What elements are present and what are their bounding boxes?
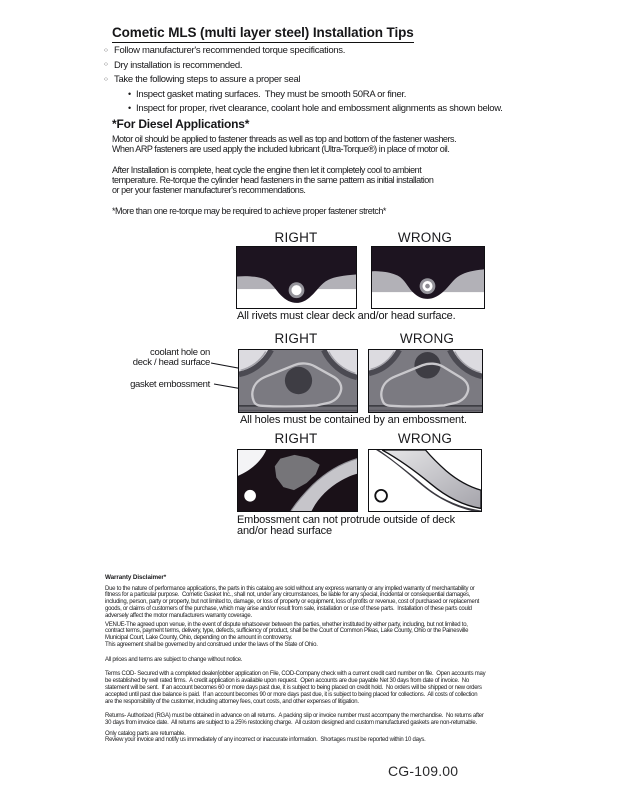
- rivet-wrong-drawing: [372, 247, 484, 308]
- legal-line: are the responsibility of the customer, including attorney fees, court costs, and other expenses of litigation.: [105, 698, 359, 705]
- legal-paragraph-terms: [105, 671, 485, 706]
- page-code: CG-109.00: [388, 763, 459, 779]
- bolt-hole: [244, 490, 256, 502]
- bullet-alignments: • Inspect for proper, rivet clearance, coolant hole and embossment alignments as shown below.: [136, 103, 503, 114]
- right-label-row2: RIGHT: [274, 330, 318, 346]
- wrong-label-row2: WRONG: [399, 330, 455, 346]
- legal-line: All prices and terms are subject to change without notice.: [105, 656, 243, 663]
- diagram-hole-wrong: [368, 349, 483, 413]
- diagram-rivet-wrong: [371, 246, 485, 309]
- legal-line: goods, or claims of customers of the purchase, which may arise and/or result from sale, installation or use of these parts. Installation of these parts could: [105, 606, 472, 613]
- legal-paragraph-warranty: [105, 586, 479, 621]
- text-line: After Installation is complete, heat cycle the engine then let it completely cool to ambient: [112, 164, 422, 175]
- legal-line: fitness for a particular purpose. Cometic Gasket Inc., shall not, under any circumstances, be liable for any special, incidental or consequential damages,: [105, 592, 471, 599]
- legal-paragraph-prices: [105, 657, 242, 664]
- coolant-hole: [285, 367, 312, 394]
- text-line: temperature. Re-torque the cylinder head fasteners in the same pattern as initial installation: [112, 174, 434, 185]
- rivet-center: [425, 284, 430, 289]
- embossment-wrong-drawing: [369, 450, 481, 511]
- wrong-label-row1: WRONG: [397, 230, 453, 245]
- rivet: [290, 284, 303, 297]
- diagram-hole-right: [238, 349, 358, 413]
- bullet-steps: ○ Take the following steps to assure a proper seal: [114, 74, 300, 85]
- caption-line: and/or head surface: [237, 524, 332, 537]
- page-title: Cometic MLS (multi layer steel) Installation Tips: [112, 25, 414, 43]
- annotation-embossment: gasket embossment: [130, 378, 210, 390]
- diesel-heading: *For Diesel Applications*: [112, 117, 250, 131]
- title-wrap: [112, 24, 414, 43]
- right-label-row3: RIGHT: [274, 431, 318, 446]
- annotation-coolant-line1: coolant hole on: [150, 346, 210, 358]
- legal-line: Returns- Authorized (RGA) must be obtained in advance on all returns. A packing slip or invoice number must accompany the merchandise. No returns after: [105, 713, 484, 719]
- bolt-hole: [375, 490, 387, 502]
- diesel-paragraph-2: [112, 165, 433, 196]
- hole-wrong-drawing: [369, 350, 482, 412]
- legal-line: contract terms, payment terms, delivery, type, defects, sufficiency of product, shall be the Court of Common Pleas, Lake County, Ohio or the Painesville: [105, 628, 469, 635]
- legal-paragraph-venue: [105, 622, 468, 650]
- text-line: Motor oil should be applied to fastener threads as well as top and bottom of the fastener washers.: [112, 134, 457, 144]
- retorque-note: *More than one re-torque may be required to achieve proper fastener stretch*: [112, 206, 386, 216]
- legal-line: 30 days from invoice date. All returns are subject to a 25% restocking charge. All custom designed and custom manufactured gaskets are non-returnable.: [105, 719, 477, 726]
- bullet-torque: ○ Follow manufacturer's recommended torque specifications.: [114, 45, 345, 56]
- right-label-row1: RIGHT: [274, 230, 318, 245]
- bullet-dry: ○ Dry installation is recommended.: [114, 60, 242, 71]
- bullet-surfaces: • Inspect gasket mating surfaces. They must be smooth 50RA or finer.: [136, 89, 406, 100]
- text-line: When ARP fasteners are used apply the included lubricant (Ultra-Torque®) in place of motor oil.: [112, 144, 450, 155]
- annotation-coolant-line2: deck / head surface: [132, 356, 210, 368]
- legal-line: statement will be sent. If an account becomes 60 or more days past due, it is subject to being placed on credit hold. No orders will be shipped or new orders: [105, 684, 482, 691]
- legal-line: accepted until past due balance is paid. If an account becomes 90 or more days past due, it is subject to being placed for collections. All costs of collection: [105, 691, 478, 698]
- legal-line: Municipal Court, Lake County, Ohio, depending on the amount in controversy.: [105, 635, 293, 642]
- wrong-label-row3: WRONG: [397, 431, 453, 446]
- legal-paragraph-catalog: [105, 731, 426, 745]
- diagram-embossment-right: [237, 449, 358, 512]
- legal-line: This agreement shall be governed by and construed under the laws of the State of Ohio.: [105, 642, 318, 649]
- diesel-paragraph-1: [112, 134, 456, 155]
- hole-right-drawing: [239, 350, 357, 412]
- text-line: or per your fastener manufacturer's recommendations.: [112, 185, 306, 196]
- rivet-right-drawing: [237, 247, 356, 308]
- row1-caption: All rivets must clear deck and/or head surface.: [237, 310, 456, 322]
- diagram-embossment-wrong: [368, 449, 482, 512]
- legal-line: Terms COD- Secured with a completed dealer/jobber application on File, COD-Company check with a current credit card number on file. Open accounts may: [105, 671, 486, 677]
- legal-line: be established by well rated firms. A credit application is available upon request. Open accounts are due payable Net 30 days from date of invoice. No: [105, 677, 469, 684]
- legal-line: VENUE-The agreed upon venue, in the event of dispute whatsoever between the parties, whether instituted by either party, including, but not limited to,: [105, 621, 468, 628]
- embossment-right-drawing: [238, 450, 357, 511]
- row3-caption: [237, 515, 455, 536]
- legal-line: Due to the nature of performance applications, the parts in this catalog are sold without any express warranty or any implied warranty of merchantability or: [105, 585, 475, 592]
- legal-line: Only catalog parts are returnable.: [105, 730, 186, 737]
- warranty-disclaimer-heading: Warranty Disclaimer*: [105, 573, 167, 581]
- diagram-rivet-right: [236, 246, 357, 309]
- legal-line: including, person, party or property, but not limited to, damage, or loss of property or equipment, loss of profits or revenue, cost of purchased or replacement: [105, 599, 480, 606]
- legal-line: Review your invoice and notify us immediately of any incorrect or inaccurate information. Shortages must be reported within 10 days.: [105, 737, 426, 744]
- legal-paragraph-returns: [105, 713, 484, 727]
- legal-line: adversely affect the motor manufacturers warranty coverage.: [105, 613, 252, 620]
- caption-line: Embossment can not protrude outside of deck: [237, 514, 455, 526]
- row2-caption: All holes must be contained by an embossment.: [240, 413, 467, 426]
